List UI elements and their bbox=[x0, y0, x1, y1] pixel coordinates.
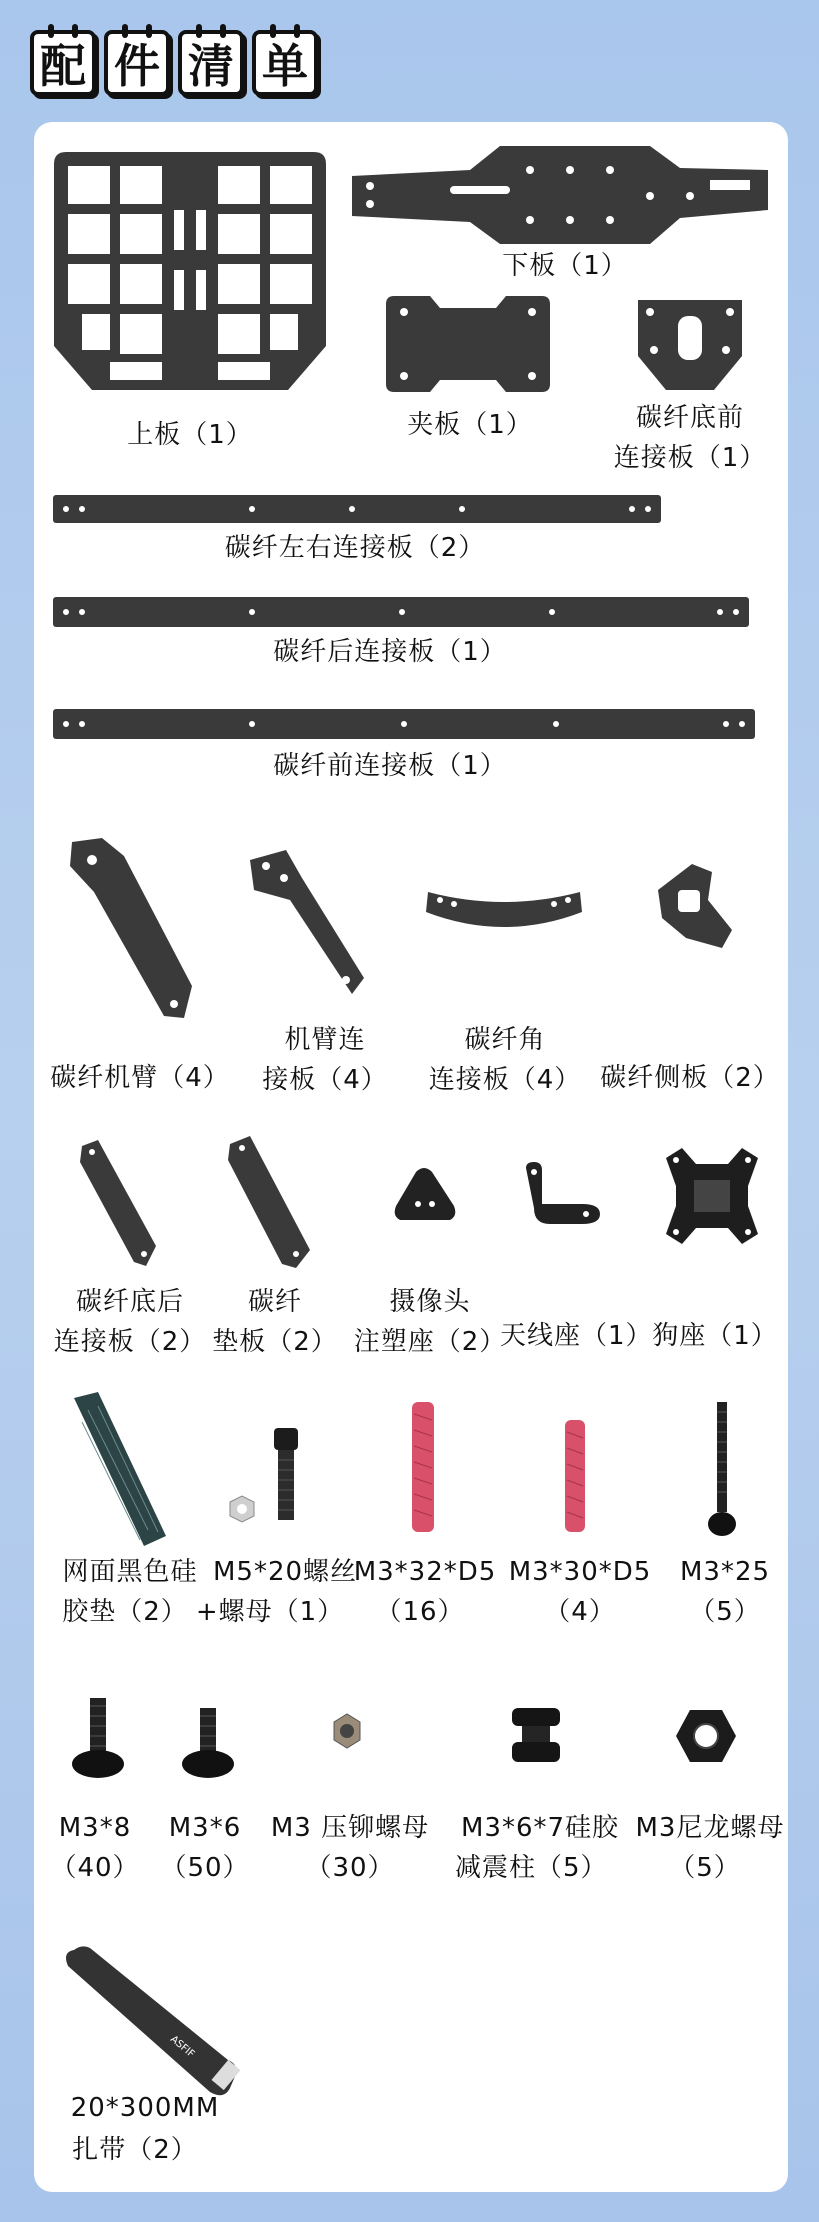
spacer-plate-image bbox=[226, 1134, 312, 1270]
label-arm-link-1: 机臂连 bbox=[284, 1025, 366, 1055]
label-rivet-1: M3 压铆螺母 bbox=[270, 1813, 430, 1843]
label-front-base-1: 碳纤底前 bbox=[635, 403, 744, 433]
label-m3-25-1: M3*25 bbox=[679, 1557, 771, 1587]
label-front-base-2: 连接板（1） bbox=[613, 443, 767, 473]
label-m3-30-2: （4） bbox=[544, 1597, 616, 1627]
m3-25-screw-image bbox=[706, 1400, 738, 1538]
strap-brand-text: ASFIF bbox=[168, 2033, 197, 2061]
label-rear-plate: 碳纤后连接板（1） bbox=[273, 637, 507, 667]
bottom-plate-image bbox=[350, 140, 770, 248]
label-rear-base-1: 碳纤底后 bbox=[75, 1287, 184, 1317]
standoff-32-image bbox=[408, 1400, 438, 1534]
camera-mount-image bbox=[390, 1166, 460, 1226]
lr-connector-bar-image bbox=[52, 494, 662, 524]
front-connector-bar-image bbox=[52, 708, 756, 740]
label-camera-1: 摄像头 bbox=[389, 1287, 471, 1317]
label-damper-2: 减震柱（5） bbox=[455, 1853, 608, 1883]
label-pad-2: 胶垫（2） bbox=[62, 1597, 188, 1627]
label-m3-30-1: M3*30*D5 bbox=[508, 1557, 652, 1587]
label-nylon-2: （5） bbox=[669, 1853, 741, 1883]
silicone-damper-image bbox=[506, 1706, 566, 1766]
label-side-plate: 碳纤侧板（2） bbox=[600, 1063, 780, 1093]
label-dog-mount: 狗座（1） bbox=[652, 1321, 778, 1351]
label-antenna: 天线座（1） bbox=[500, 1321, 653, 1351]
label-strap-1: 20*300MM bbox=[70, 2093, 220, 2123]
dog-mount-image bbox=[660, 1146, 764, 1246]
m5-screw-nut-image bbox=[220, 1426, 310, 1536]
page-title bbox=[30, 30, 318, 96]
label-m3-8-1: M3*8 bbox=[58, 1813, 132, 1843]
label-arm: 碳纤机臂（4） bbox=[50, 1063, 230, 1093]
label-spacer-1: 碳纤 bbox=[247, 1287, 302, 1317]
m3-8-screw-image bbox=[70, 1696, 126, 1780]
label-m3-6-1: M3*6 bbox=[168, 1813, 242, 1843]
nylon-nut-image bbox=[674, 1706, 738, 1766]
rear-connector-bar-image bbox=[52, 596, 750, 628]
label-damper-1: M3*6*7硅胶 bbox=[460, 1813, 620, 1843]
arm-link-plate-image bbox=[246, 848, 366, 996]
label-rivet-2: （30） bbox=[305, 1853, 395, 1883]
rear-base-connector-image bbox=[78, 1138, 158, 1268]
label-arm-link-2: 接板（4） bbox=[262, 1065, 388, 1095]
label-m3-32-2: （16） bbox=[375, 1597, 465, 1627]
label-rear-base-2: 连接板（2） bbox=[53, 1327, 207, 1357]
strap-image bbox=[60, 1942, 240, 2102]
label-pad-1: 网面黑色硅 bbox=[62, 1557, 198, 1587]
title-char: 配 bbox=[30, 30, 96, 96]
label-m3-25-2: （5） bbox=[689, 1597, 761, 1627]
silicone-pad-image bbox=[68, 1390, 168, 1548]
top-plate-image bbox=[52, 150, 328, 406]
title-char: 清 bbox=[178, 30, 244, 96]
clamp-plate-image bbox=[380, 294, 556, 394]
label-corner-2: 连接板（4） bbox=[428, 1065, 582, 1095]
corner-connector-image bbox=[424, 872, 584, 942]
antenna-mount-image bbox=[520, 1160, 602, 1236]
side-plate-image bbox=[652, 860, 736, 950]
label-front-plate: 碳纤前连接板（1） bbox=[273, 751, 507, 781]
label-camera-2: 注塑座（2） bbox=[353, 1327, 507, 1357]
label-m3-6-2: （50） bbox=[160, 1853, 250, 1883]
title-char: 件 bbox=[104, 30, 170, 96]
label-m3-32-1: M3*32*D5 bbox=[353, 1557, 497, 1587]
label-nylon-1: M3尼龙螺母 bbox=[635, 1813, 785, 1843]
standoff-30-image bbox=[562, 1418, 588, 1534]
label-strap-2: 扎带（2） bbox=[72, 2135, 198, 2165]
label-m5-2: +螺母（1） bbox=[195, 1597, 345, 1627]
rivet-nut-image bbox=[330, 1712, 364, 1752]
title-char: 单 bbox=[252, 30, 318, 96]
label-corner-1: 碳纤角 bbox=[464, 1025, 546, 1055]
arm-image bbox=[64, 836, 194, 1020]
label-top-plate: 上板（1） bbox=[127, 420, 253, 450]
label-spacer-2: 垫板（2） bbox=[212, 1327, 338, 1357]
label-clamp-plate: 夹板（1） bbox=[407, 410, 533, 440]
m3-6-screw-image bbox=[180, 1706, 236, 1780]
front-base-connector-image bbox=[634, 296, 746, 394]
label-m3-8-2: （40） bbox=[50, 1853, 140, 1883]
label-m5-1: M5*20螺丝 bbox=[212, 1557, 358, 1587]
label-lr-plate: 碳纤左右连接板（2） bbox=[224, 533, 486, 563]
label-bottom-plate: 下板（1） bbox=[502, 251, 628, 281]
